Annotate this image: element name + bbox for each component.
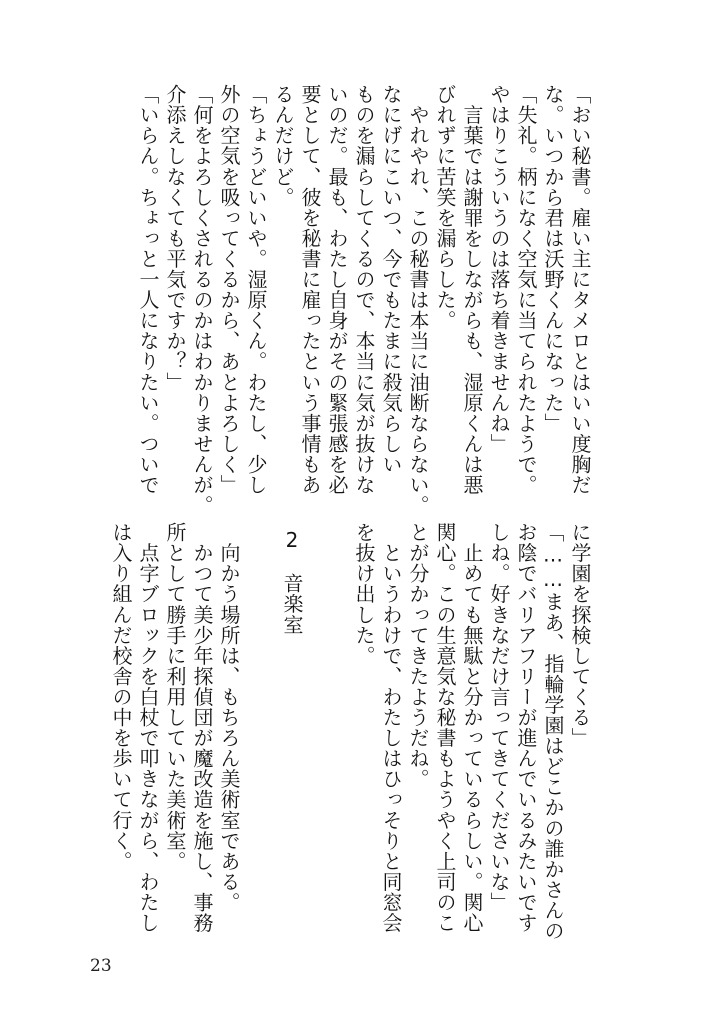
text-line: かつて美少年探偵団が魔改造を施し、事務 (190, 522, 214, 933)
text-line: やはりこういうのは落ち着きませんね」 (487, 84, 511, 454)
section-heading: 2 音楽室 (280, 528, 304, 635)
text-line: な。いつから君は沃野くんになった」 (541, 84, 565, 434)
text-line: を抜け出した。 (352, 522, 376, 666)
text-line: 「ちょうどいいや。湿原くん。わたし、少し (244, 84, 268, 495)
text-line: しね。好きなだけ言ってきてくださいな」 (487, 522, 511, 913)
text-line: 外の空気を吸ってくるから、あとよろしく」 (217, 84, 241, 495)
text-line: びれずに苦笑を漏らした。 (433, 84, 457, 331)
text-line: は入り組んだ校舎の中を歩いて行く。 (109, 522, 133, 872)
text-line: 所として勝手に利用していた美術室。 (163, 522, 187, 872)
text-line: お陰でバリアフリーが進んでいるみたいです (514, 522, 538, 933)
text-line: 「何をよろしくされるのかはわかりませんが。 (190, 84, 214, 516)
page-number: 23 (90, 956, 112, 976)
text-line: るんだけど。 (271, 84, 295, 208)
text-line: 関心。この生意気な秘書もようやく上司のこ (433, 522, 457, 933)
text-line: 介添えしなくても平気ですか？」 (163, 84, 187, 393)
text-line: 言葉では謝罪をしながらも、湿原くんは悪 (460, 84, 484, 495)
text-line: 「おい秘書。雇い主にタメロとはいい度胸だ (568, 84, 592, 495)
text-line: というわけで、わたしはひっそりと同窓会 (379, 522, 403, 933)
text-line: 要として、彼を秘書に雇ったという事情もあ (298, 84, 322, 495)
text-line: 「いらん。ちょっと一人になりたい。ついで (136, 84, 160, 495)
text-line: なにげにこいつ、今でもたまに殺気らしい (379, 84, 403, 475)
text-line: とが分かってきたようだね。 (406, 522, 430, 790)
text-line: やれやれ、この秘書は本当に油断ならない。 (406, 84, 430, 516)
text-line: 向かう場所は、もちろん美術室である。 (217, 522, 241, 913)
text-line: いのだ。最も、わたし自身がその緊張感を必 (325, 84, 349, 495)
text-line: 止めても無駄と分かっているらしい。関心 (460, 522, 484, 933)
text-line: 「失礼。柄になく空気に当てられたようで。 (514, 84, 538, 495)
text-line: 点字ブロックを白杖で叩きながら、わたし (136, 522, 160, 933)
text-line: に学園を探検してくる」 (568, 522, 592, 749)
text-line: 「……まあ、指輪学園はどこかの誰かさんの (541, 522, 565, 941)
text-line: ものを漏らしてくるので、本当に気が抜けな (352, 84, 376, 495)
